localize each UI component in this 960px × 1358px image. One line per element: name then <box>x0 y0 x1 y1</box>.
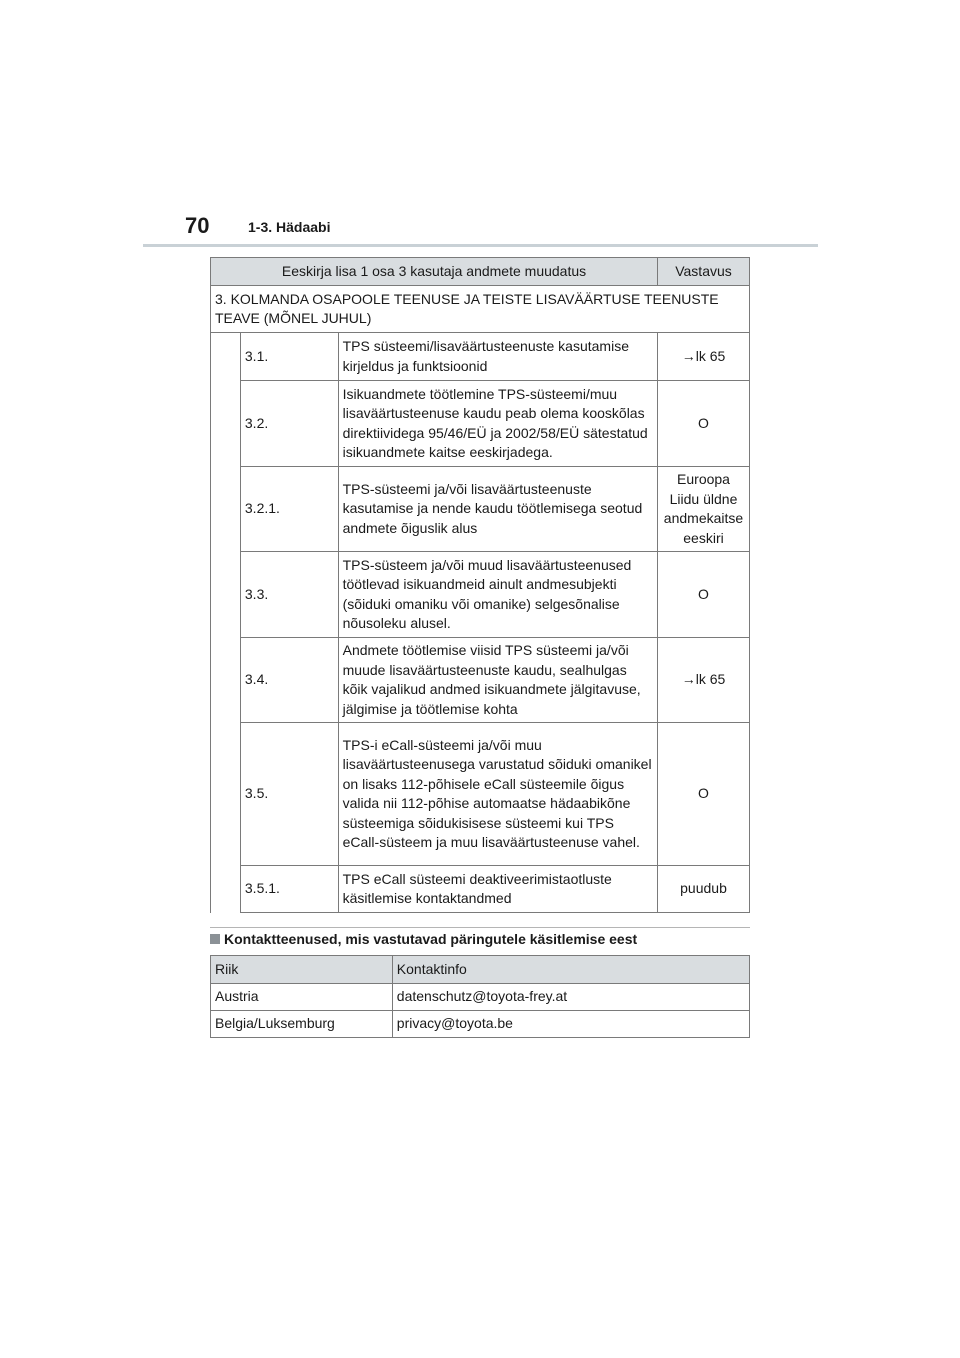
section-title: 1-3. Hädaabi <box>248 219 331 235</box>
table-row <box>211 866 750 913</box>
row-description: Andmete töötlemise viisid TPS süsteemi ja/või muude lisaväärtusteenuste kaudu, sealhulgas kõik vajalikud andmed isikuandmete jälgitavuse, jälgimise ja töötlemise kohta <box>338 638 657 723</box>
header-cell-compliance: Vastavus <box>658 258 750 286</box>
section-row-cell: 3. KOLMANDA OSAPOOLE TEENUSE JA TEISTE LISAVÄÄRTUSE TEENUSTE TEAVE (MÕNEL JUHUL) <box>211 286 750 333</box>
row-value: O <box>658 552 750 638</box>
table-row <box>211 1011 750 1038</box>
contacts-heading <box>210 931 637 947</box>
contacts-table <box>210 955 750 1038</box>
header-cell-requirement: Eeskirja lisa 1 osa 3 kasutaja andmete muudatus <box>211 258 658 286</box>
row-value: Euroopa Liidu üldne andmekaitse eeskiri <box>658 467 750 552</box>
table-row <box>211 467 750 552</box>
row-number: 3.2.1. <box>240 467 338 552</box>
row-description: TPS süsteemi/lisaväärtusteenuste kasutamise kirjeldus ja funktsioonid <box>338 333 657 381</box>
row-value: →lk 65 <box>658 333 750 381</box>
header-cell-contact: Kontaktinfo <box>392 956 749 984</box>
row-number: 3.5. <box>240 723 338 866</box>
row-description: TPS-i eCall-süsteemi ja/või muu lisaväärtusteenusega varustatud sõiduki omanikel on lisaks 112-põhisele eCall süsteemile õigus valida nii 112-põhise automaatse hädaabikõne süsteemiga sõidukisisese süsteemi kui TPS eCall-süsteem ja muu lisaväärtusteenuse vahel. <box>338 723 657 866</box>
row-description: Isikuandmete töötlemine TPS-süsteemi/muu lisaväärtusteenuse kaudu peab olema kooskõlas direktiividega 95/46/EÜ ja 2002/58/EÜ sätestatud isikuandmete kaitse eeskirjadega. <box>338 381 657 467</box>
table-row <box>211 333 750 381</box>
table-header-row <box>211 956 750 984</box>
contact-cell: privacy@toyota.be <box>392 1011 749 1038</box>
table-header-row <box>211 258 750 286</box>
row-description: TPS-süsteemi ja/või lisaväärtusteenuste kasutamise ja nende kaudu töötlemisega seotud andmete õiguslik alus <box>338 467 657 552</box>
contact-cell: datenschutz@toyota-frey.at <box>392 984 749 1011</box>
page-number: 70 <box>185 213 210 238</box>
header-rule <box>143 244 818 247</box>
country-cell: Austria <box>211 984 393 1011</box>
row-number: 3.1. <box>240 333 338 381</box>
table-row <box>211 723 750 866</box>
table-row <box>211 984 750 1011</box>
row-value: O <box>658 381 750 467</box>
row-value: →lk 65 <box>658 638 750 723</box>
section-row <box>211 286 750 333</box>
row-number: 3.5.1. <box>240 866 338 913</box>
bullet-square-icon <box>210 934 220 944</box>
indent-cell <box>211 333 241 913</box>
table-row <box>211 381 750 467</box>
row-number: 3.3. <box>240 552 338 638</box>
row-value: O <box>658 723 750 866</box>
row-description: TPS-süsteem ja/või muud lisaväärtusteenused töötlevad isikuandmeid ainult andmesubjekti (sõiduki omaniku või omanike) selgesõnalise nõusoleku alusel. <box>338 552 657 638</box>
country-cell: Belgia/Luksemburg <box>211 1011 393 1038</box>
compliance-table <box>210 257 750 913</box>
section-divider <box>210 927 750 928</box>
contacts-heading-text: Kontaktteenused, mis vastutavad päringutele käsitlemise eest <box>224 931 638 947</box>
row-value: puudub <box>658 866 750 913</box>
row-description: TPS eCall süsteemi deaktiveerimistaotluste käsitlemise kontaktandmed <box>338 866 657 913</box>
table-row <box>211 552 750 638</box>
header-cell-country: Riik <box>211 956 393 984</box>
table-row <box>211 638 750 723</box>
row-number: 3.2. <box>240 381 338 467</box>
row-number: 3.4. <box>240 638 338 723</box>
